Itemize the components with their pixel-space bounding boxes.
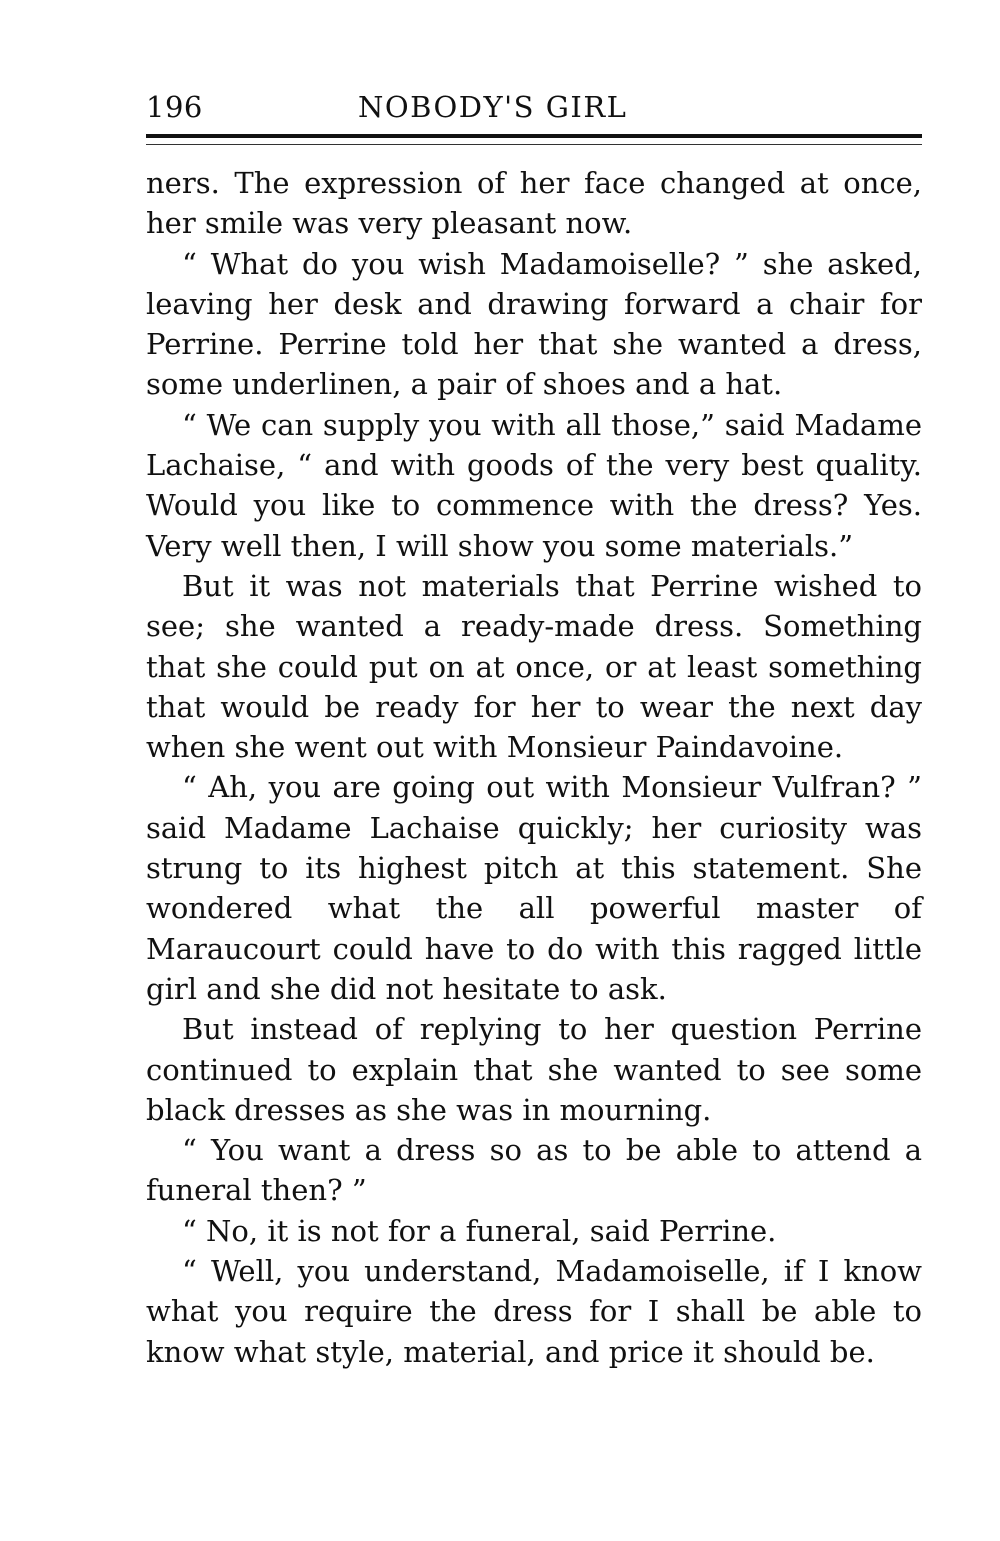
paragraph: But instead of replying to her question Perrine continued to explain that she wanted to see some black dresses as she was in mourning. (146, 1012, 922, 1127)
paragraph: But it was not materials that Perrine wished to see; she wanted a ready-made dress. Something that she could put on at once, or at least something that would be ready for her to wear the next day when she went out with Monsieur Paindavoine. (146, 568, 922, 765)
paragraph: “ What do you wish Madamoiselle? ” she asked, leaving her desk and drawing forward a chair for Perrine. Perrine told her that she wanted a dress, some underlinen, a pair of shoes and a hat. (146, 246, 922, 402)
book-page (146, 84, 922, 1372)
page-number: 196 (146, 90, 203, 124)
paragraph: “ We can supply you with all those,” said Madame Lachaise, “ and with goods of the very best quality. Would you like to commence with the dress? Yes. Very well then, I will show you some materials.” (146, 407, 922, 563)
paragraph-continued: ners. The expression of her face changed at once, her smile was very pleasant now. (146, 166, 922, 241)
running-head (146, 84, 922, 134)
paragraph: “ You want a dress so as to be able to attend a funeral then? ” (146, 1133, 922, 1208)
header-rule-thick (146, 134, 922, 138)
header-rule-thin (146, 144, 922, 145)
paragraph: “ Ah, you are going out with Monsieur Vulfran? ” said Madame Lachaise quickly; her curiosity was strung to its highest pitch at this statement. She wondered what the all powerful master of Maraucourt could have to do with this ragged little girl and she did not hesitate to ask. (146, 770, 922, 1006)
running-title: NOBODY'S GIRL (358, 90, 628, 124)
paragraph: “ Well, you understand, Madamoiselle, if I know what you require the dress for I shall be able to know what style, material, and price it should be. (146, 1254, 922, 1369)
paragraph: “ No, it is not for a funeral, said Perrine. (182, 1213, 777, 1248)
body-text (146, 163, 922, 1372)
